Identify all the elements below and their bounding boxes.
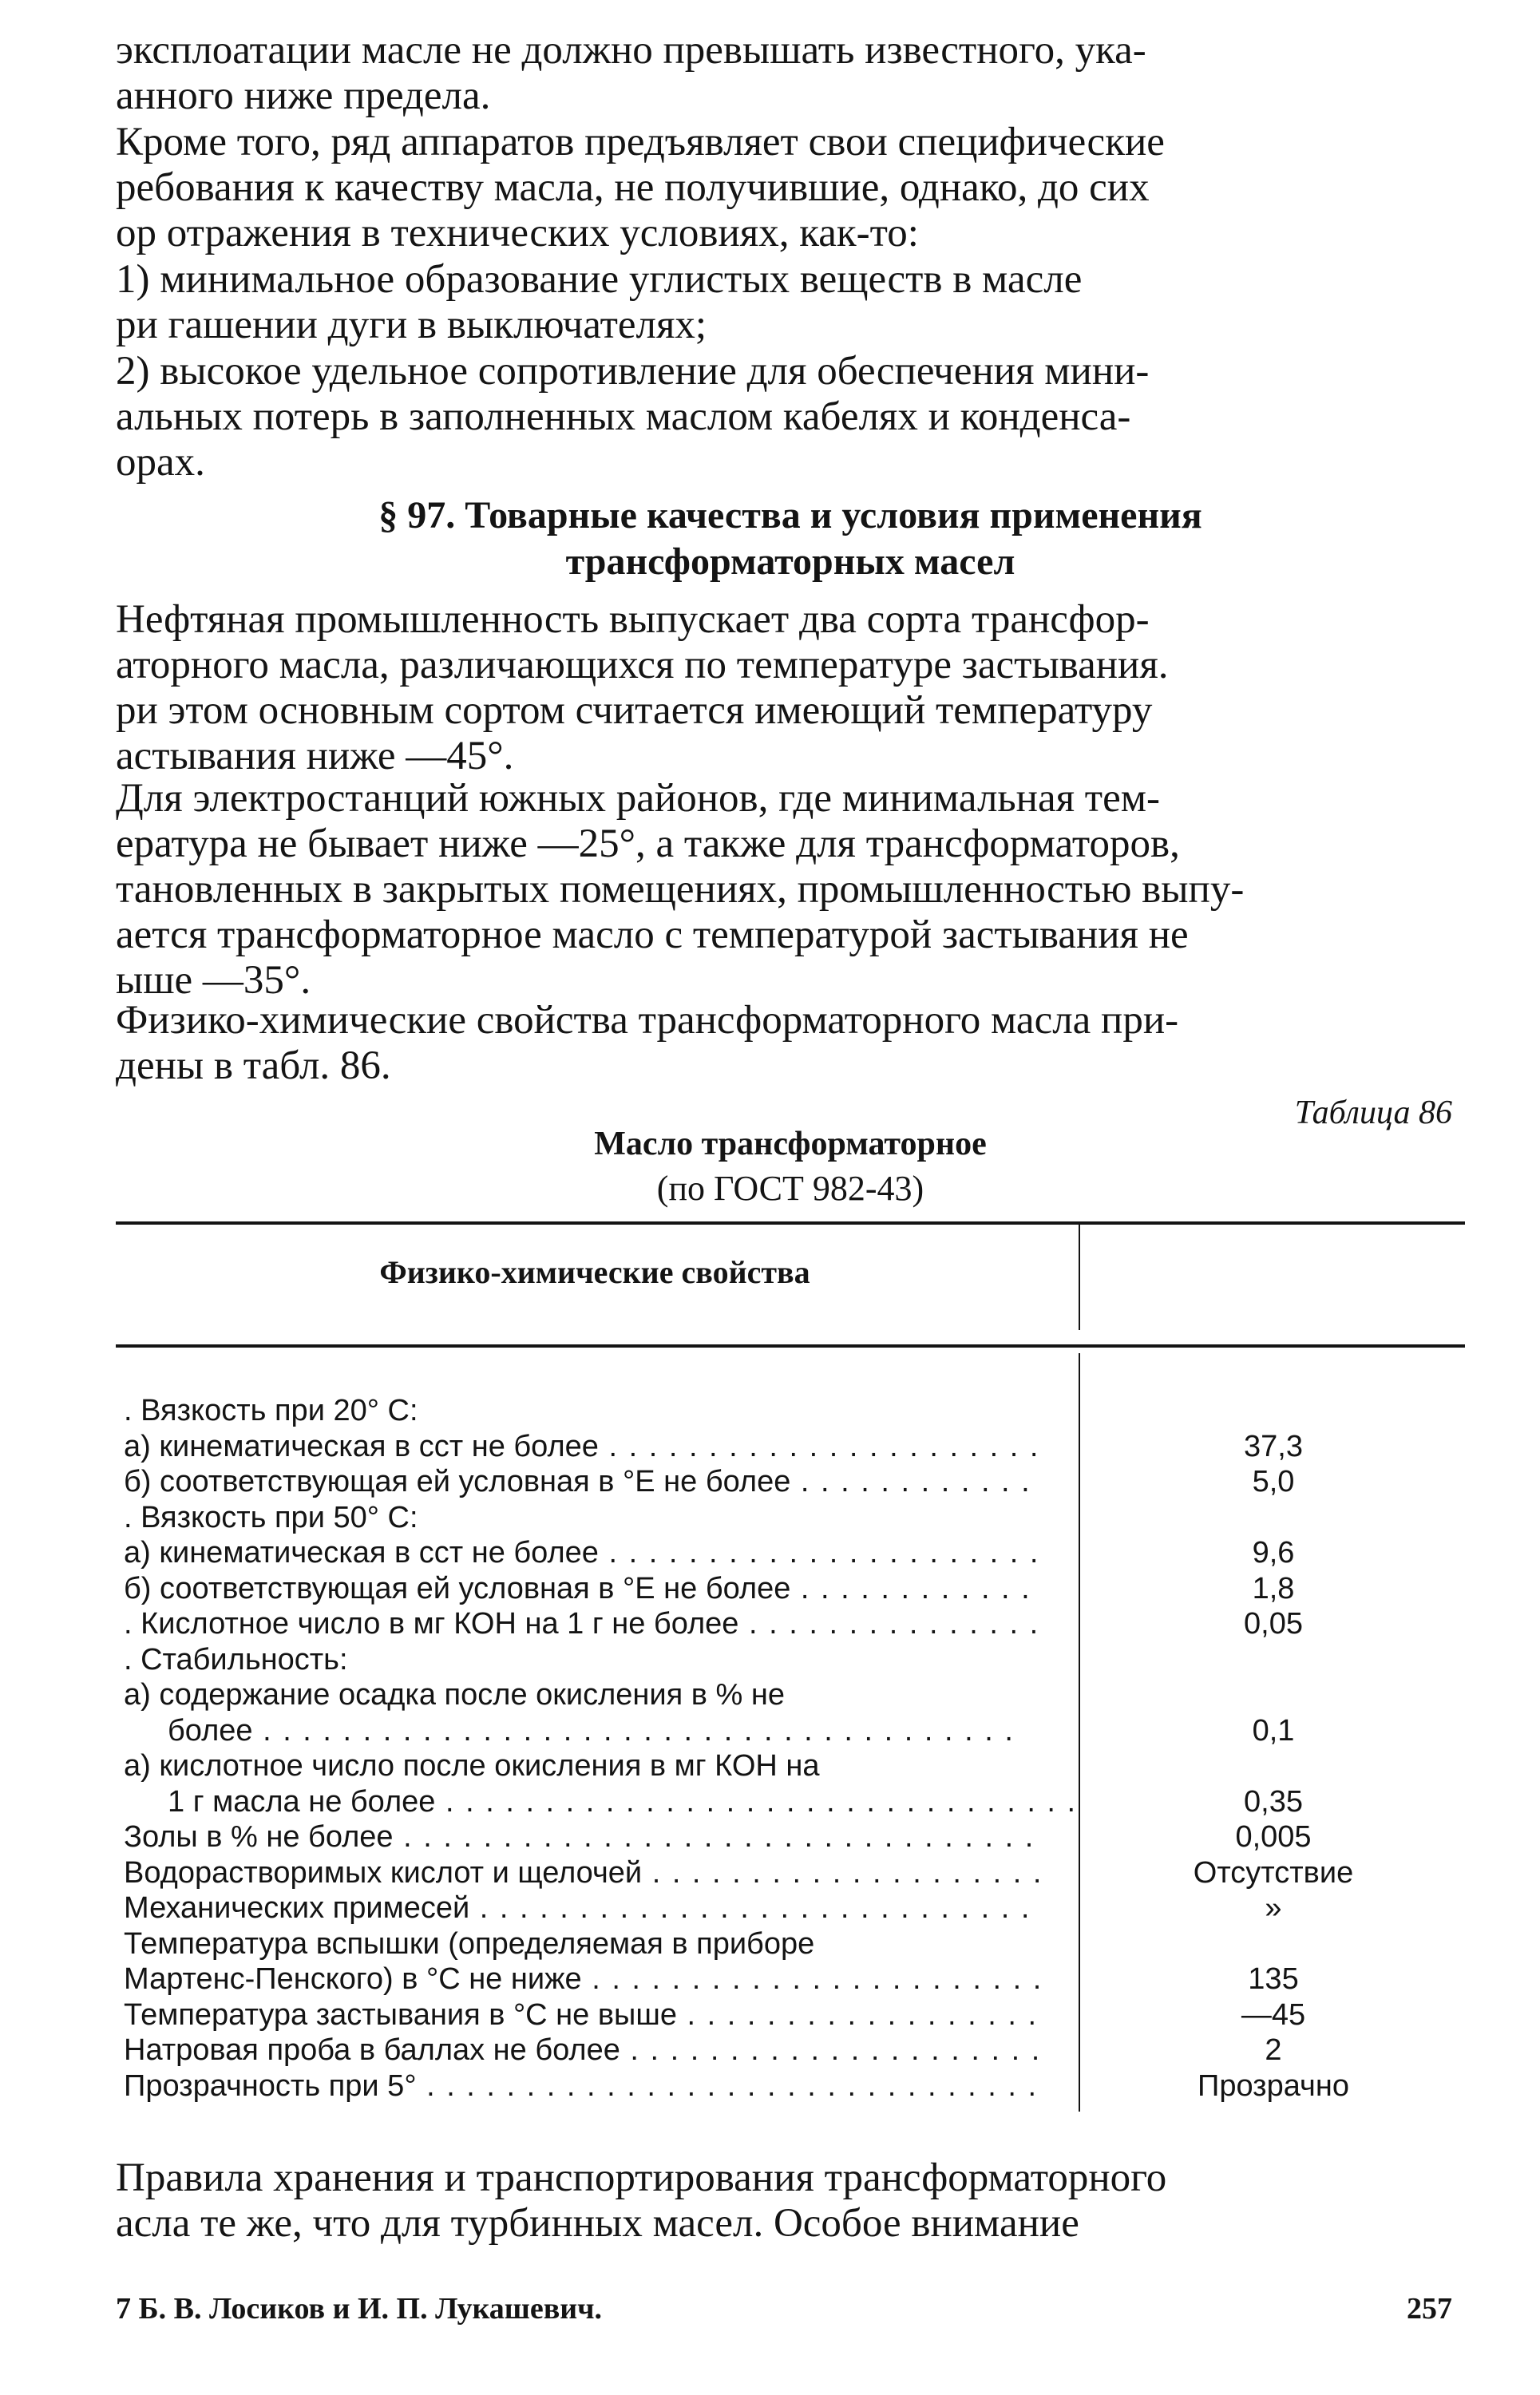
paragraph-5: Нефтяная промышленность выпускает два сорта трансфор- аторного масла, различающихся по температуре застывания. ри этом основным сортом считается имеющий температуру астывания ниже —45°. bbox=[116, 597, 1169, 778]
paragraph-8: Правила хранения и транспортирования трансформаторного асла те же, что для турбинных масел. Особое внимание bbox=[116, 2156, 1167, 2246]
table-row bbox=[124, 1606, 1465, 1642]
row-value: 135 bbox=[1248, 1962, 1299, 1996]
table-row bbox=[124, 1500, 1465, 1536]
table-row bbox=[124, 2068, 1465, 2104]
table-row bbox=[124, 1535, 1465, 1571]
table-row bbox=[124, 1926, 1465, 1962]
row-value: 0,35 bbox=[1244, 1784, 1303, 1819]
table-caption: Таблица 86 bbox=[1294, 1095, 1452, 1131]
row-label: . Вязкость при 50° С: bbox=[124, 1500, 418, 1534]
paragraph-2: Кроме того, ряд аппаратов предъявляет свои специфические ребования к качеству масла, не получившие, однако, до сих ор отражения в технических условиях, как-то: bbox=[116, 120, 1165, 255]
row-value: 9,6 bbox=[1252, 1536, 1295, 1570]
row-label: более . . . bbox=[124, 1713, 1086, 1748]
table-row bbox=[124, 1997, 1465, 2033]
table-standard: (по ГОСТ 982-43) bbox=[656, 1169, 924, 1208]
table-header-rule bbox=[116, 1344, 1465, 1348]
table-body bbox=[124, 1393, 1465, 2104]
paragraph-7: Физико-химические свойства трансформаторного масла при- дены в табл. 86. bbox=[116, 998, 1179, 1088]
row-value: 0,05 bbox=[1244, 1607, 1303, 1641]
table-row bbox=[124, 1890, 1465, 1926]
row-label: Температура вспышки (определяемая в приборе bbox=[124, 1926, 815, 1961]
paragraph-3: 1) минимальное образование углистых веществ в масле ри гашении дуги в выключателях; bbox=[116, 257, 1083, 347]
table-header-divider bbox=[1079, 1225, 1080, 1330]
table-top-rule bbox=[116, 1221, 1465, 1225]
row-label: б) соответствующая ей условная в °Е не более . . . bbox=[124, 1464, 1042, 1499]
row-value: —45 bbox=[1241, 1997, 1306, 2032]
row-label: Механических примесей . . . bbox=[124, 1890, 1042, 1926]
table-row bbox=[124, 1677, 1465, 1713]
row-label: . Вязкость при 20° С: bbox=[124, 1394, 418, 1427]
section-title-line-2: трансформаторных масел bbox=[565, 540, 1015, 583]
table-row bbox=[124, 1429, 1465, 1465]
table-row bbox=[124, 1962, 1465, 1997]
row-label: 1 г масла не более . . . bbox=[124, 1784, 1086, 1819]
row-value: 0,005 bbox=[1235, 1820, 1312, 1854]
row-label: Мартенс-Пенского) в °С не ниже . . . bbox=[124, 1962, 1042, 1997]
row-value: 37,3 bbox=[1244, 1429, 1303, 1463]
table-title bbox=[116, 1122, 1465, 1211]
row-label: . Стабильность: bbox=[124, 1642, 348, 1676]
row-value: 1,8 bbox=[1252, 1571, 1295, 1605]
row-value: 2 bbox=[1265, 2033, 1282, 2067]
row-label: Натровая проба в баллах не более . . . bbox=[124, 2033, 1042, 2068]
page-number: 257 bbox=[1407, 2292, 1452, 2326]
table-row bbox=[124, 1748, 1465, 1784]
table-row bbox=[124, 1855, 1465, 1891]
table-name: Масло трансформаторное bbox=[594, 1126, 987, 1162]
row-value: 0,1 bbox=[1252, 1713, 1295, 1748]
paragraph-1: эксплоатации масле не должно превышать известного, ука- анного ниже предела. bbox=[116, 28, 1146, 118]
footer-authors: 7 Б. В. Лосиков и И. П. Лукашевич. bbox=[116, 2292, 603, 2326]
row-value: Отсутствие bbox=[1193, 1855, 1354, 1890]
table-row bbox=[124, 1571, 1465, 1607]
row-label: Прозрачность при 5° . . . bbox=[124, 2068, 1042, 2104]
row-label: а) содержание осадка после окисления в % не bbox=[124, 1678, 785, 1712]
table-row bbox=[124, 1784, 1465, 1820]
table-row bbox=[124, 1642, 1465, 1678]
row-value: Прозрачно bbox=[1198, 2068, 1349, 2103]
row-value: » bbox=[1265, 1891, 1282, 1925]
row-label: Температура застывания в °С не выше . . . bbox=[124, 1997, 1042, 2033]
paragraph-4: 2) высокое удельное сопротивление для обеспечения мини- альных потерь в заполненных маслом кабелях и конденса- орах. bbox=[116, 349, 1150, 485]
section-title-line-1: § 97. Товарные качества и условия применения bbox=[378, 494, 1202, 536]
table-column-header: Физико-химические свойства bbox=[379, 1254, 810, 1290]
row-label: Золы в % не более . . . bbox=[124, 1819, 1042, 1855]
table-row bbox=[124, 2033, 1465, 2068]
paragraph-6: Для электростанций южных районов, где минимальная тем- ература не бывает ниже —25°, а также для трансформаторов, тановленных в закрытых помещениях, промышленностью выпу- ается трансформаторное масло с температурой застывания не ыше —35°. bbox=[116, 776, 1245, 1003]
table-row bbox=[124, 1464, 1465, 1500]
row-label: а) кинематическая в сст не более . . . bbox=[124, 1535, 1042, 1570]
table-row bbox=[124, 1393, 1465, 1429]
row-label: . Кислотное число в мг КОН на 1 г не более . . . bbox=[124, 1606, 1042, 1641]
table-row bbox=[124, 1713, 1465, 1749]
row-label: Водорастворимых кислот и щелочей . . . bbox=[124, 1855, 1042, 1890]
row-label: б) соответствующая ей условная в °Е не более . . . bbox=[124, 1571, 1042, 1606]
row-value: 5,0 bbox=[1252, 1465, 1295, 1498]
table-row bbox=[124, 1819, 1465, 1855]
row-label: а) кинематическая в сст не более . . . bbox=[124, 1429, 1042, 1464]
row-label: а) кислотное число после окисления в мг КОН на bbox=[124, 1749, 820, 1783]
